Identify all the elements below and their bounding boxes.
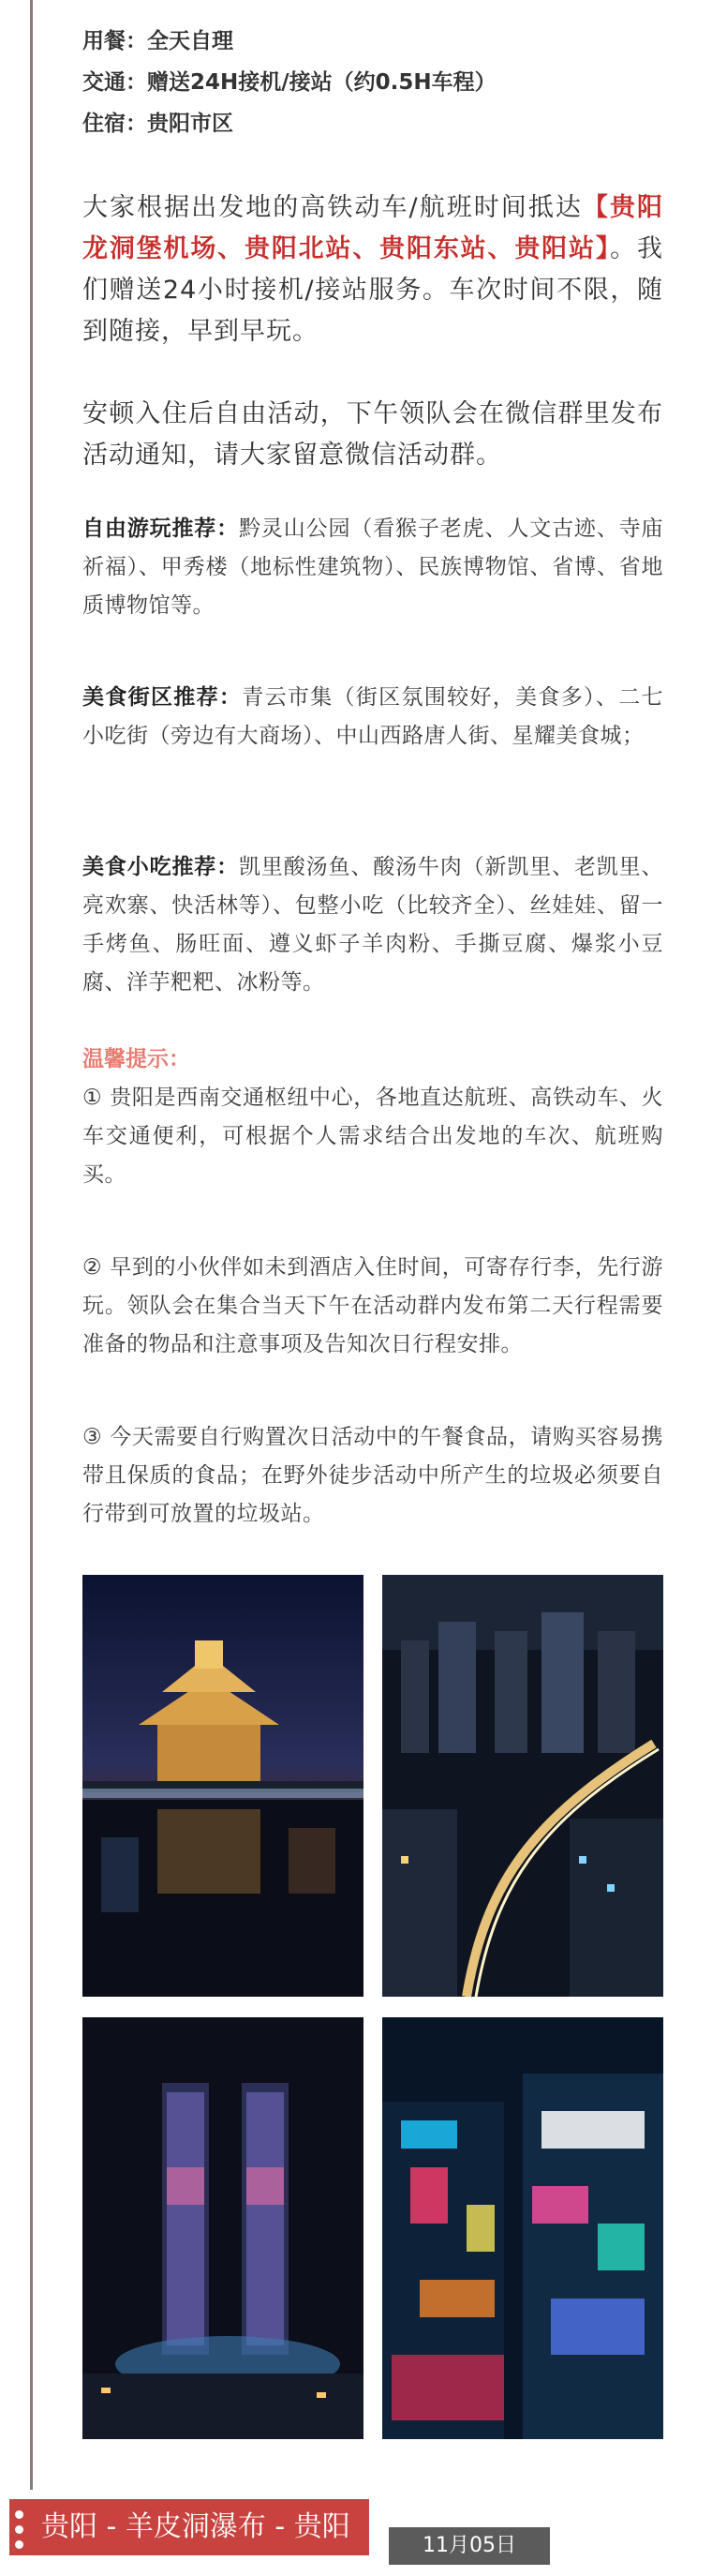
intro-text-a: 大家根据出发地的高铁动车/航班时间抵达 — [82, 193, 583, 222]
free-recommend-label: 自由游玩推荐： — [82, 517, 240, 541]
stations-highlight: 【贵阳龙洞堡机场、贵阳北站、贵阳东站、贵阳站】 — [82, 193, 663, 263]
tips-title: 温馨提示： — [82, 1047, 190, 1071]
timeline-line — [30, 0, 33, 2490]
free-recommend-text: 黔灵山公园（看猴子老虎、人文古迹、寺庙祈福）、甲秀楼（地标性建筑物）、民族博物馆、省博、省地质博物馆等。 — [82, 517, 664, 618]
snack-recommend — [82, 848, 663, 1002]
tip-1: ① 贵阳是西南交通枢纽中心，各地直达航班、高铁动车、火车交通便利，可根据个人需求结合出发地的车次、航班购买。 — [82, 1086, 663, 1187]
meta-block — [82, 21, 497, 144]
photo-twin-towers — [82, 2017, 363, 2439]
snack-recommend-text: 凯里酸汤鱼、酸汤牛肉（新凯里、老凯里、亮欢寨、快活林等）、包整小吃（比较齐全）、丝娃娃、留一手烤鱼、肠旺面、遵义虾子羊肉粉、手撕豆腐、爆浆小豆腐、洋芋粑粑、冰粉等。 — [82, 855, 664, 995]
snack-recommend-label: 美食小吃推荐： — [82, 855, 240, 879]
route-banner: 贵阳 - 羊皮洞瀑布 - 贵阳 — [9, 2499, 369, 2555]
intro-paragraph-1 — [82, 187, 663, 352]
tip-2: ② 早到的小伙伴如未到酒店入住时间，可寄存行李，先行游玩。领队会在集合当天下午在活动群内发布第二天行程需要准备的物品和注意事项及告知次日行程安排。 — [82, 1255, 663, 1356]
lodging-line: 住宿：贵阳市区 — [82, 112, 233, 136]
banner-dots — [15, 2510, 26, 2555]
tip-3: ③ 今天需要自行购置次日活动中的午餐食品，请购买容易携带且保质的食品；在野外徒步活动中所产生的垃圾必须要自行带到可放置的垃圾站。 — [82, 1425, 663, 1526]
intro-paragraph-2: 安顿入住后自由活动，下午领队会在微信群里发布活动通知，请大家留意微信活动群。 — [82, 399, 663, 470]
free-recommend — [82, 510, 663, 625]
photo-neon-street — [382, 2017, 663, 2439]
photo-grid — [82, 1575, 663, 2439]
street-recommend-label: 美食街区推荐： — [82, 685, 243, 710]
photo-jiaxiu-pavilion — [82, 1575, 363, 1997]
meals-line: 用餐：全天自理 — [82, 29, 233, 53]
photo-city-highway — [382, 1575, 663, 1997]
street-recommend-text: 青云市集（街区氛围较好，美食多）、二七小吃街（旁边有大商场）、中山西路唐人街、星耀美食城； — [82, 685, 664, 748]
intro-text-b: 。我们赠送24小时接机/接站服务。车次时间不限，随到随接，早到早玩。 — [82, 234, 664, 346]
transport-line: 交通：赠送24H接机/接站（约0.5H车程） — [82, 70, 497, 95]
street-recommend — [82, 679, 663, 756]
date-badge: 11月05日 — [389, 2527, 550, 2565]
